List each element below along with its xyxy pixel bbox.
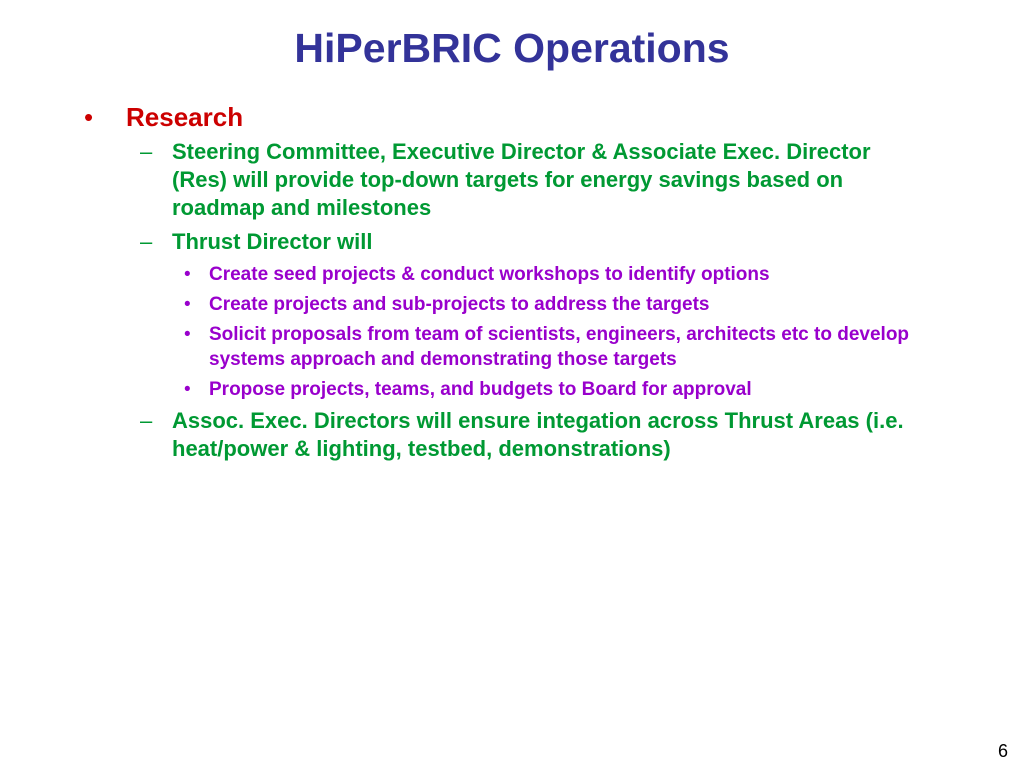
sub-sub-bullet-solicit-proposals bbox=[184, 322, 924, 372]
slide-title: HiPerBRIC Operations bbox=[294, 25, 730, 71]
sub-bullet-assoc-exec-directors bbox=[140, 407, 920, 463]
sub-bullet-steering-committee bbox=[140, 138, 920, 222]
bullet-research-text: Research bbox=[126, 102, 244, 132]
sub-sub-bullet-text: Create seed projects & conduct workshops to identify options bbox=[209, 264, 770, 285]
bullet-icon: • bbox=[184, 379, 191, 400]
bullet-icon: • bbox=[184, 264, 191, 285]
slide-number: 6 bbox=[997, 741, 1008, 761]
sub-bullet-text: Steering Committee, Executive Director & Associate Exec. Director (Res) will provide top-down targets for energy savings based on roadmap and milestones bbox=[172, 139, 871, 220]
bullet-research bbox=[84, 100, 964, 134]
sub-bullet-text: Assoc. Exec. Directors will ensure integation across Thrust Areas (i.e. heat/power & lighting, testbed, demonstrations) bbox=[172, 408, 904, 461]
sub-bullet-thrust-director bbox=[140, 228, 920, 256]
dash-icon: – bbox=[140, 139, 153, 164]
sub-bullet-text: Thrust Director will bbox=[172, 229, 373, 254]
bullet-icon: • bbox=[184, 324, 191, 345]
bullet-icon: • bbox=[84, 102, 94, 132]
sub-sub-bullet-seed-projects bbox=[184, 262, 924, 287]
slide-body bbox=[84, 100, 964, 469]
sub-sub-bullet-text: Create projects and sub-projects to address the targets bbox=[209, 294, 710, 315]
sub-sub-bullet-text: Solicit proposals from team of scientists, engineers, architects etc to develop systems approach and demonstrating those targets bbox=[209, 324, 910, 370]
sub-sub-bullet-create-projects bbox=[184, 292, 924, 317]
sub-sub-bullet-propose-projects bbox=[184, 377, 924, 402]
dash-icon: – bbox=[140, 229, 153, 254]
bullet-icon: • bbox=[184, 294, 191, 315]
sub-sub-bullet-text: Propose projects, teams, and budgets to Board for approval bbox=[209, 379, 752, 400]
dash-icon: – bbox=[140, 408, 153, 433]
